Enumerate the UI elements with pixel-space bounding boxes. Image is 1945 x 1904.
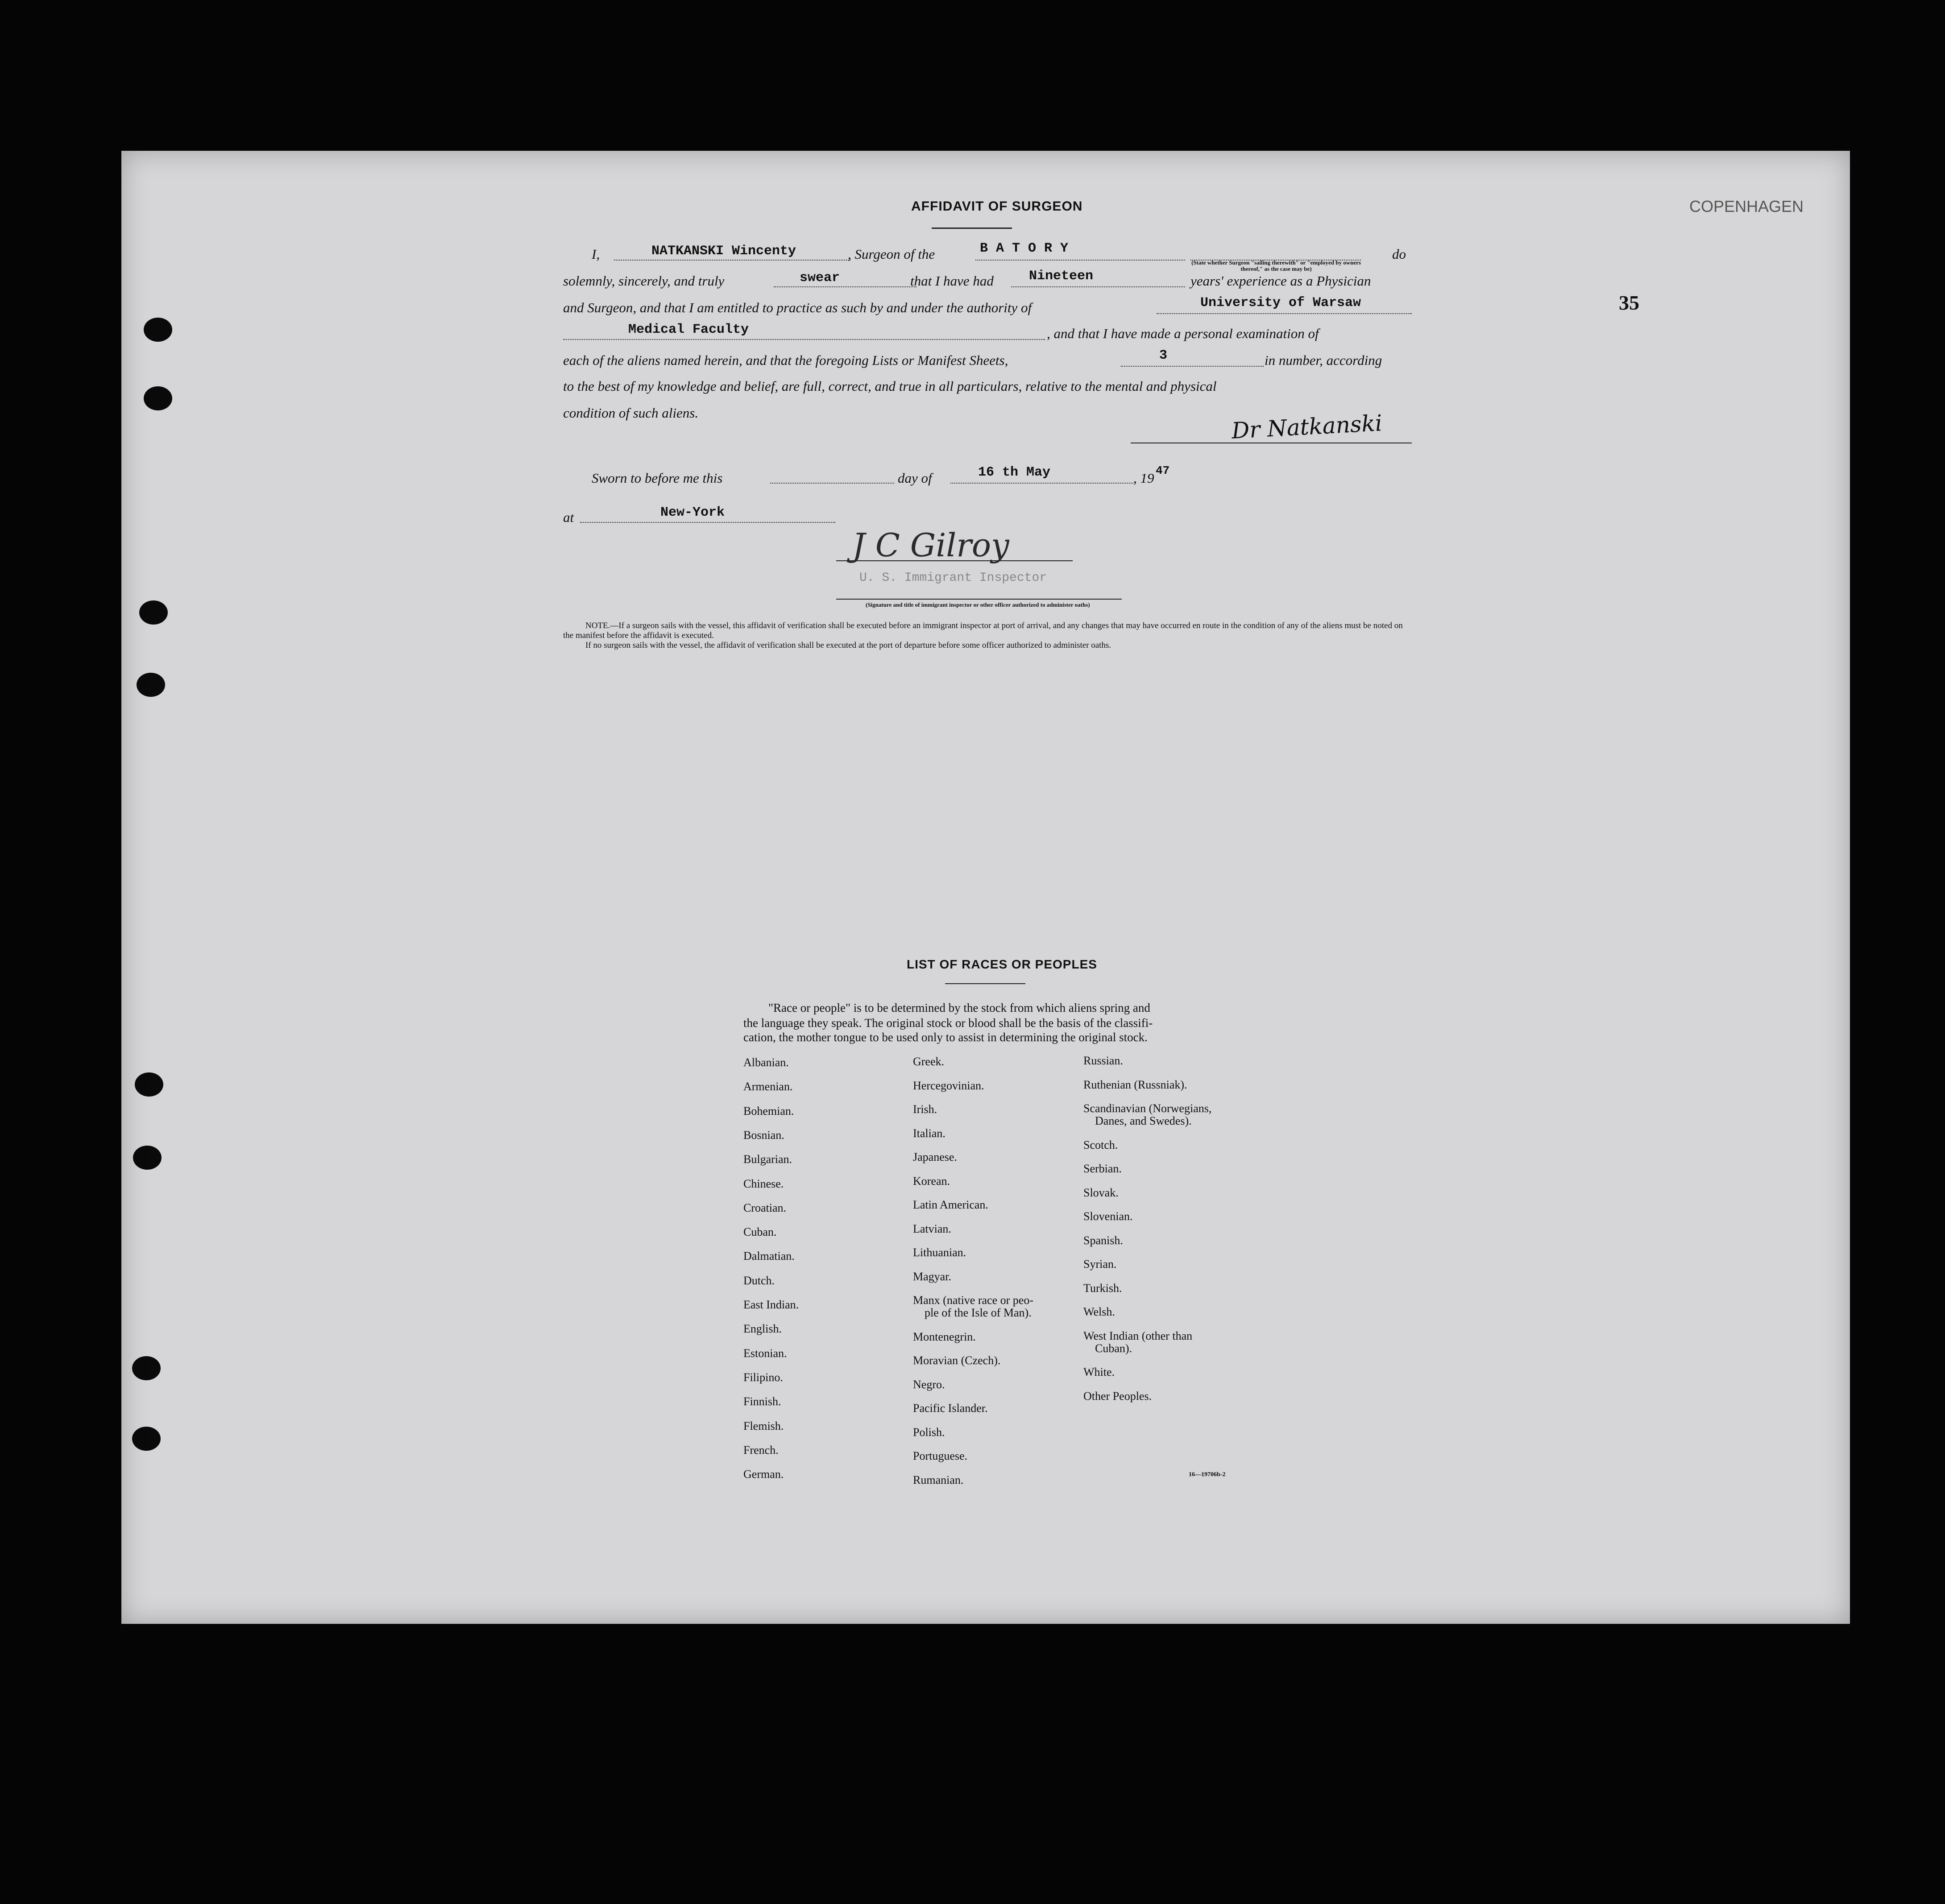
race-item: Hercegovinian. bbox=[913, 1079, 984, 1092]
race-item: Slovak. bbox=[1083, 1186, 1119, 1199]
years-experience: Nineteen bbox=[1029, 269, 1094, 284]
line3-prefix: and Surgeon, and that I am entitled to practice as such by and under the authority of bbox=[563, 300, 1032, 315]
punch-hole bbox=[133, 1146, 162, 1170]
race-item: Danes, and Swedes). bbox=[1095, 1114, 1192, 1127]
race-item: Polish. bbox=[913, 1425, 945, 1439]
race-item: West Indian (other than bbox=[1083, 1329, 1193, 1342]
line2-mid: that I have had bbox=[910, 273, 994, 289]
sworn-day-line bbox=[770, 483, 894, 484]
race-item: Welsh. bbox=[1083, 1305, 1115, 1318]
race-item: Japanese. bbox=[913, 1151, 957, 1163]
race-item: Scotch. bbox=[1083, 1138, 1118, 1151]
race-item: Estonian. bbox=[743, 1346, 787, 1360]
race-item: Latvian. bbox=[913, 1222, 951, 1235]
races-title-underline bbox=[945, 983, 1025, 984]
race-item: Montenegrin. bbox=[913, 1330, 976, 1343]
race-item: Flemish. bbox=[743, 1419, 784, 1432]
punch-hole bbox=[135, 1072, 163, 1097]
form-number: 16—19706b-2 bbox=[1189, 1471, 1226, 1478]
race-item: Moravian (Czech). bbox=[913, 1354, 1001, 1367]
race-item: Pacific Islander. bbox=[913, 1402, 988, 1415]
race-item: Dalmatian. bbox=[743, 1250, 795, 1263]
race-item: German. bbox=[743, 1468, 784, 1481]
authority-field-line bbox=[1157, 313, 1412, 314]
line2-prefix: solemnly, sincerely, and truly bbox=[563, 273, 725, 289]
authority-name: University of Warsaw bbox=[1200, 295, 1361, 310]
punch-hole bbox=[132, 1427, 161, 1451]
race-item: Portuguese. bbox=[913, 1449, 968, 1462]
title-underline bbox=[932, 228, 1012, 229]
sworn-date-line bbox=[950, 483, 1133, 484]
inspector-title: U. S. Immigrant Inspector bbox=[859, 571, 1047, 585]
race-item: Bosnian. bbox=[743, 1128, 784, 1142]
sworn-mid: day of bbox=[898, 470, 932, 486]
race-item: Magyar. bbox=[913, 1270, 951, 1283]
punch-hole bbox=[139, 600, 168, 625]
race-item: French. bbox=[743, 1443, 779, 1457]
at-prefix: at bbox=[563, 509, 574, 525]
race-item: Italian. bbox=[913, 1126, 946, 1140]
race-item: Russian. bbox=[1083, 1054, 1123, 1067]
authority-faculty: Medical Faculty bbox=[628, 322, 749, 337]
race-item: Chinese. bbox=[743, 1177, 784, 1190]
race-item: Negro. bbox=[913, 1378, 945, 1391]
affidavit-note-2: If no surgeon sails with the vessel, the affidavit of verification shall be executed at the port of departure before some officer authorized to administer oaths. bbox=[585, 641, 1111, 650]
punch-hole bbox=[144, 318, 172, 342]
inspector-caption: (Signature and title of immigrant inspector or other officer authorized to administer oaths) bbox=[866, 601, 1090, 608]
race-item: Irish. bbox=[913, 1103, 937, 1116]
line2-suffix: years' experience as a Physician bbox=[1190, 273, 1371, 289]
punch-hole bbox=[144, 386, 172, 410]
race-item: Bohemian. bbox=[743, 1104, 794, 1118]
line1-mid: , Surgeon of the bbox=[848, 246, 935, 262]
manifest-sheets-count: 3 bbox=[1159, 348, 1168, 363]
race-item: Manx (native race or peo- bbox=[913, 1294, 1033, 1307]
sworn-prefix: Sworn to before me this bbox=[592, 470, 723, 486]
sworn-place: New-York bbox=[660, 505, 725, 520]
sworn-date: 16 th May bbox=[978, 465, 1051, 480]
race-item: Filipino. bbox=[743, 1370, 783, 1384]
races-title: LIST OF RACES OR PEOPLES bbox=[907, 957, 1097, 971]
races-intro-line2: the language they speak. The original stock or blood shall be the basis of the classifi- bbox=[743, 1016, 1153, 1030]
affidavit-note-1: NOTE.—If a surgeon sails with the vessel, this affidavit of verification shall be executed before an immigrant inspector at port of arrival, and any changes that may have occurred en route in the condition of any of the aliens must be noted on the manifest before the affidavit is executed. bbox=[563, 621, 1403, 640]
race-item: Spanish. bbox=[1083, 1233, 1123, 1247]
line5-suffix: in number, according bbox=[1265, 352, 1382, 368]
affidavit-title: AFFIDAVIT OF SURGEON bbox=[911, 199, 1083, 214]
punch-hole bbox=[137, 673, 165, 697]
race-item: Latin American. bbox=[913, 1198, 988, 1211]
years-field-line bbox=[1011, 286, 1185, 287]
line7: condition of such aliens. bbox=[563, 405, 699, 421]
race-item: Greek. bbox=[913, 1055, 945, 1068]
line4-suffix: , and that I have made a personal examination of bbox=[1047, 326, 1319, 341]
name-field-line bbox=[614, 260, 850, 261]
race-item: Armenian. bbox=[743, 1080, 793, 1093]
ship-field-line bbox=[975, 260, 1185, 261]
race-item: English. bbox=[743, 1322, 782, 1336]
inspector-signature-line bbox=[836, 560, 1073, 561]
race-item: Serbian. bbox=[1083, 1162, 1122, 1175]
races-intro-line1: "Race or people" is to be determined by the stock from which aliens spring and bbox=[768, 1001, 1150, 1014]
surgeon-name: NATKANSKI Wincenty bbox=[651, 244, 796, 259]
race-item: Ruthenian (Russniak). bbox=[1083, 1078, 1187, 1091]
race-item: East Indian. bbox=[743, 1298, 799, 1311]
races-intro-line3: cation, the mother tongue to be used only to assist in determining the original stock. bbox=[743, 1031, 1148, 1044]
line1-prefix: I, bbox=[592, 246, 600, 262]
page-number: 35 bbox=[1619, 291, 1639, 314]
race-item: Scandinavian (Norwegians, bbox=[1083, 1102, 1212, 1115]
race-item: Finnish. bbox=[743, 1395, 781, 1408]
inspector-title-line bbox=[836, 599, 1122, 600]
sworn-year-prefix: , 19 bbox=[1133, 470, 1154, 486]
race-item: Other Peoples. bbox=[1083, 1389, 1152, 1403]
surgeon-signature: Dr Natkanski bbox=[1231, 410, 1383, 444]
line6: to the best of my knowledge and belief, are full, correct, and true in all particulars, relative to the mental and physical bbox=[563, 378, 1217, 394]
surgeon-note-line bbox=[1190, 260, 1361, 261]
oath-word: swear bbox=[800, 270, 840, 286]
race-item: White. bbox=[1083, 1366, 1115, 1378]
place-field-line bbox=[580, 522, 835, 523]
race-item: Dutch. bbox=[743, 1274, 775, 1287]
sworn-year: 47 bbox=[1156, 464, 1170, 477]
race-item: Lithuanian. bbox=[913, 1246, 966, 1259]
race-item: Cuban). bbox=[1095, 1341, 1132, 1355]
surgeon-note: (State whether Surgeon "sailing therewith" or "employed by owners thereof," as the case may be) bbox=[1191, 259, 1361, 272]
race-item: Turkish. bbox=[1083, 1281, 1122, 1295]
race-item: Bulgarian. bbox=[743, 1153, 792, 1166]
race-item: Syrian. bbox=[1083, 1258, 1117, 1271]
punch-hole bbox=[132, 1356, 161, 1380]
sheets-field-line bbox=[1121, 366, 1264, 367]
race-item: Albanian. bbox=[743, 1056, 789, 1069]
race-item: Rumanian. bbox=[913, 1473, 964, 1486]
authority2-field-line bbox=[563, 339, 1045, 340]
copenhagen-stamp: COPENHAGEN bbox=[1689, 197, 1804, 215]
ship-name: B A T O R Y bbox=[980, 241, 1069, 256]
inspector-signature: J C Gilroy bbox=[852, 526, 1009, 564]
race-item: Slovenian. bbox=[1083, 1210, 1133, 1223]
race-item: Korean. bbox=[913, 1174, 950, 1188]
race-item: Cuban. bbox=[743, 1225, 777, 1239]
oath-field-line bbox=[774, 286, 917, 287]
line5-prefix: each of the aliens named herein, and that the foregoing Lists or Manifest Sheets, bbox=[563, 352, 1008, 368]
race-item: Croatian. bbox=[743, 1201, 787, 1214]
race-item: ple of the Isle of Man). bbox=[925, 1306, 1032, 1319]
line1-suffix: do bbox=[1392, 246, 1406, 262]
